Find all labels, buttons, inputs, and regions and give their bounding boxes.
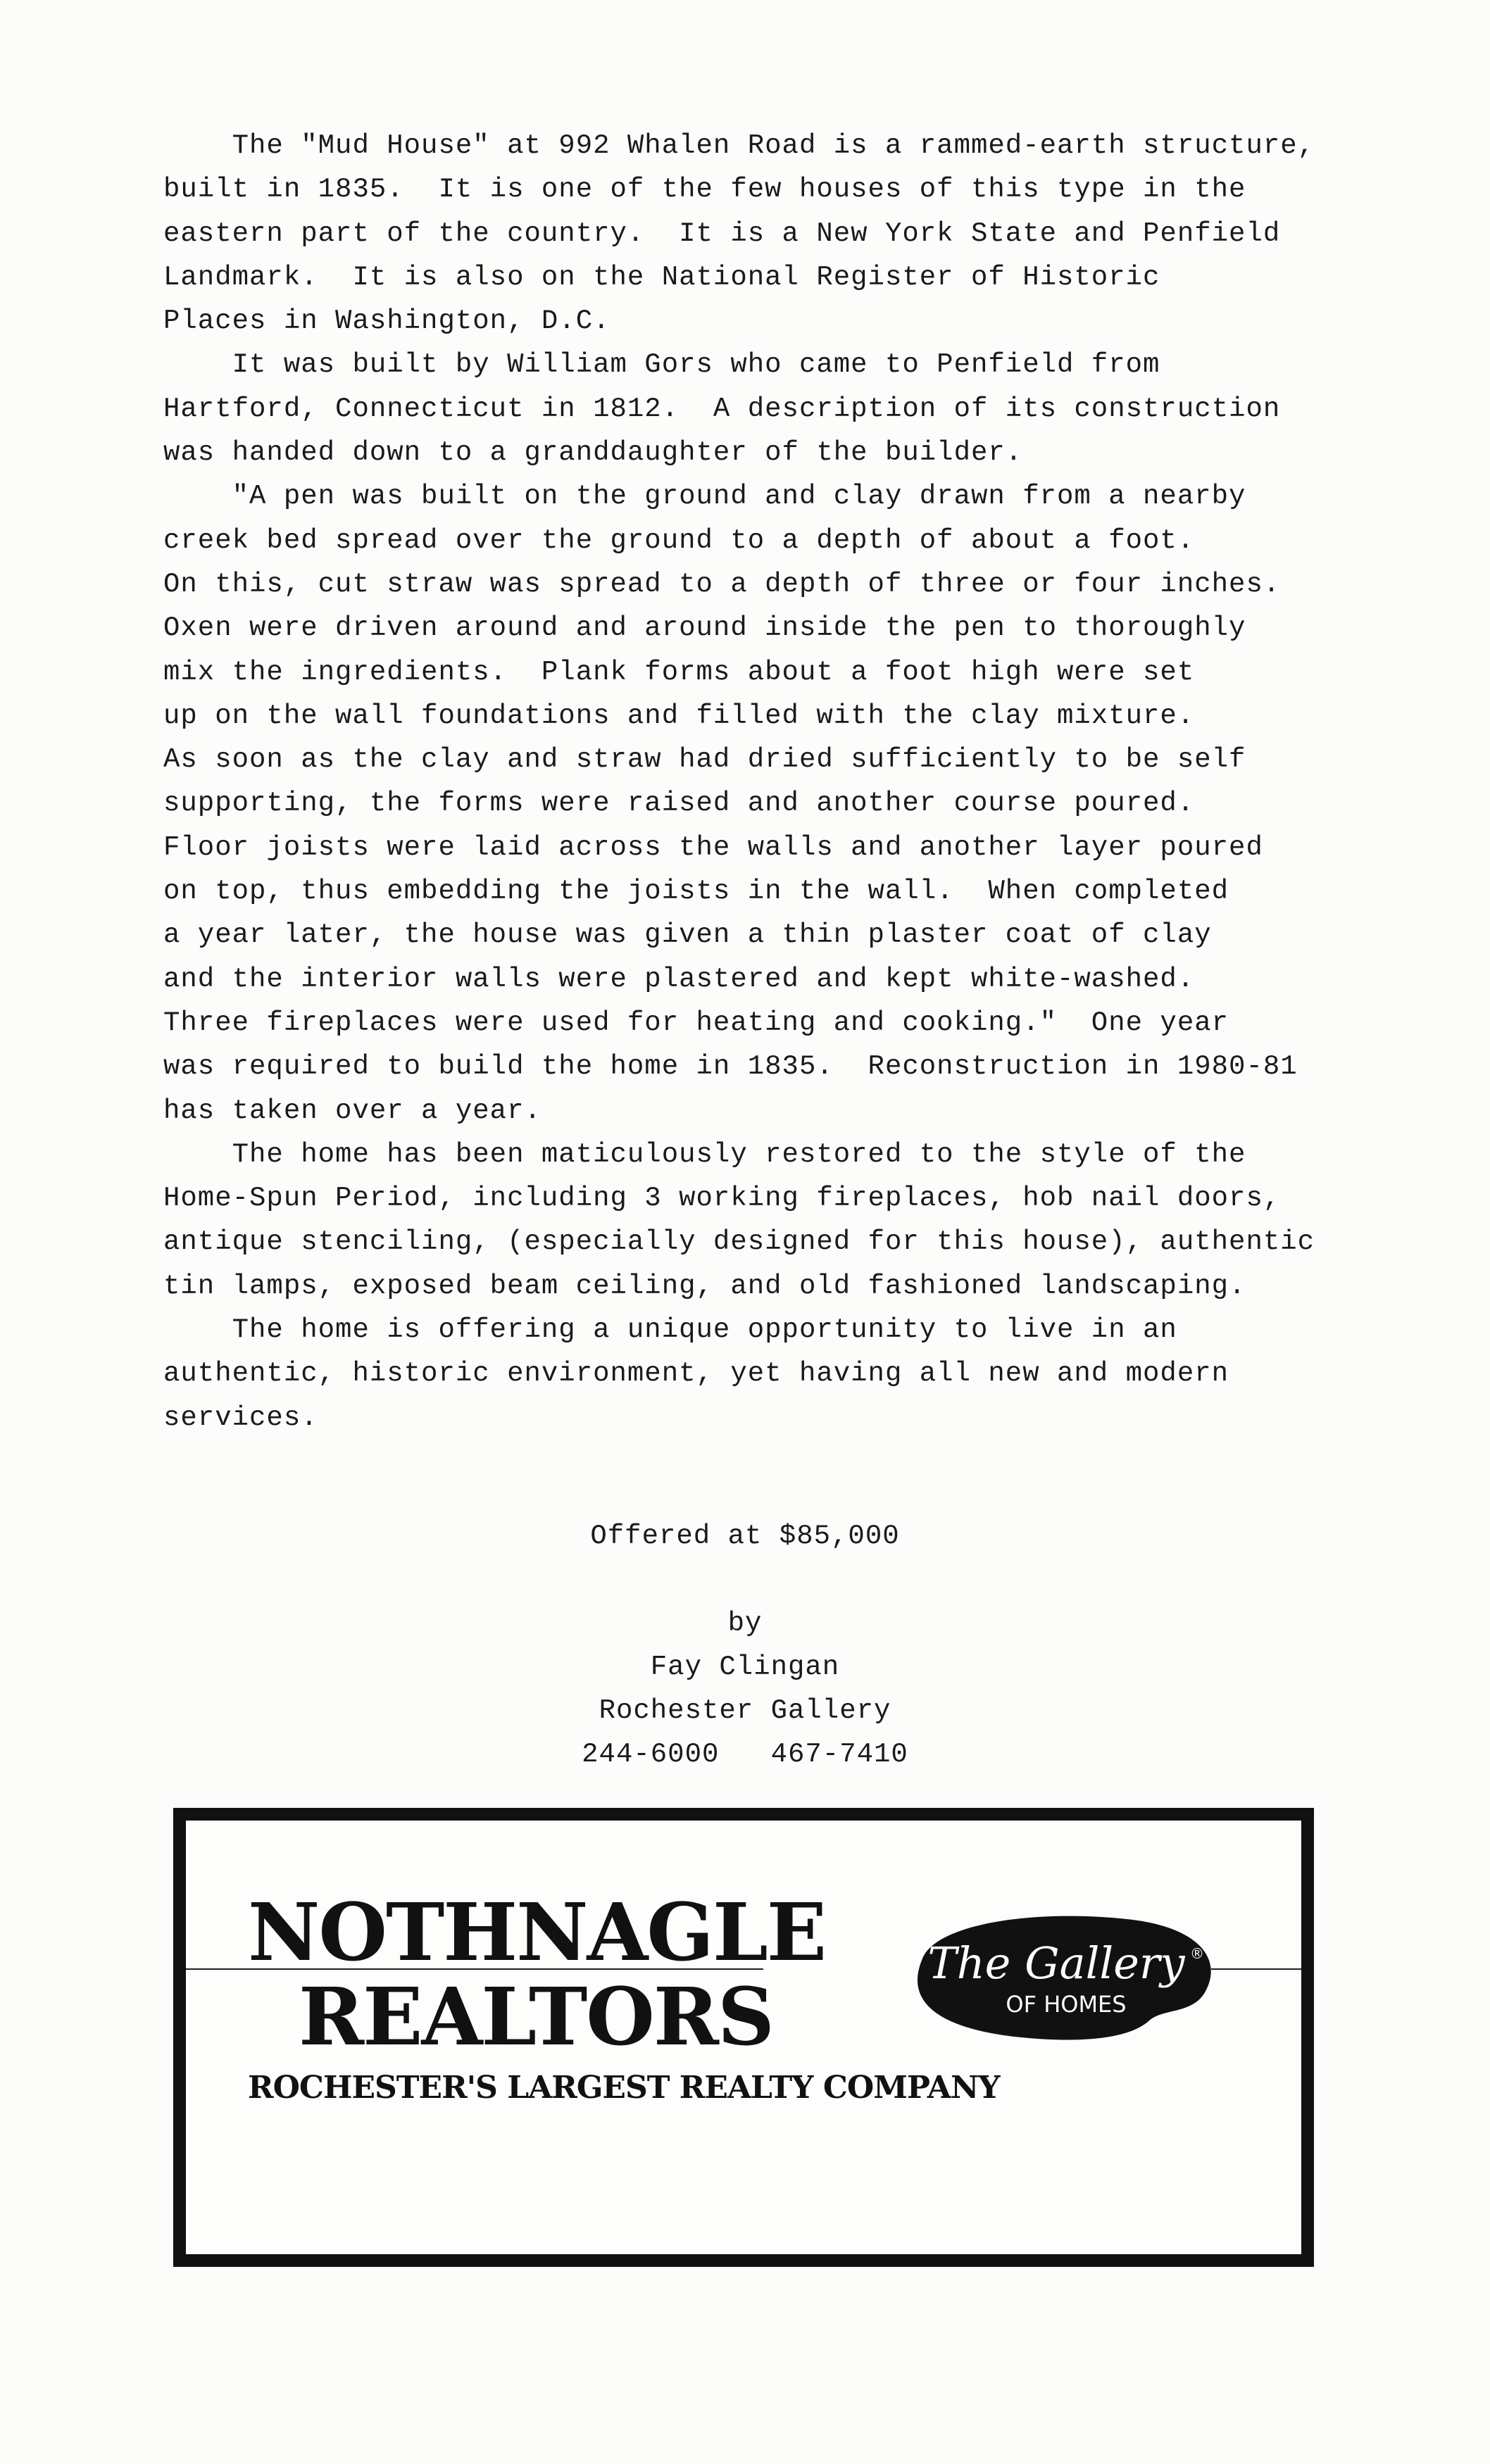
- body-line: has taken over a year.: [163, 1095, 541, 1126]
- body-line: services.: [163, 1402, 318, 1433]
- body-line: As soon as the clay and straw had dried sufficiently to be self: [163, 744, 1246, 776]
- by-label: by: [727, 1608, 763, 1639]
- body-line: tin lamps, exposed beam ceiling, and old fashioned landscaping.: [163, 1270, 1246, 1302]
- body-line: up on the wall foundations and filled with the clay mixture.: [163, 700, 1195, 731]
- offer-price: Offered at $85,000: [590, 1521, 900, 1552]
- brand-name-line2: REALTORS: [299, 1971, 773, 2063]
- body-line: Floor joists were laid across the walls and another layer poured: [163, 831, 1263, 863]
- body-text: [163, 124, 1315, 1440]
- gallery-of-homes-logo: [894, 1909, 1218, 2043]
- registered-mark: ®: [1190, 1945, 1204, 1962]
- body-line: Landmark. It is also on the National Register of Historic: [163, 261, 1160, 293]
- brand-tagline: ROCHESTER'S LARGEST REALTY COMPANY: [248, 2070, 1000, 2106]
- body-line: antique stenciling, (especially designed for this house), authentic: [163, 1226, 1315, 1258]
- body-line: was required to build the home in 1835. Reconstruction in 1980-81: [163, 1051, 1298, 1083]
- body-line: Places in Washington, D.C.: [163, 306, 611, 337]
- body-line: The home has been maticulously restored to the style of the: [163, 1138, 1246, 1170]
- body-line: The home is offering a unique opportunity to live in an: [163, 1314, 1177, 1346]
- ad-rule-right: [1211, 1968, 1301, 1970]
- body-line: mix the ingredients. Plank forms about a foot high were set: [163, 656, 1195, 688]
- body-line: a year later, the house was given a thin plaster coat of clay: [163, 919, 1212, 951]
- body-line: and the interior walls were plastered and kept white-washed.: [163, 963, 1195, 995]
- agent-name: Fay Clingan: [650, 1652, 840, 1683]
- logo-script-text: The Gallery: [927, 1937, 1185, 1989]
- body-line: authentic, historic environment, yet having all new and modern: [163, 1358, 1229, 1390]
- agency-name: Rochester Gallery: [599, 1695, 891, 1726]
- body-line: supporting, the forms were raised and another course poured.: [163, 788, 1195, 819]
- body-line: Oxen were driven around and around inside the pen to thoroughly: [163, 612, 1246, 644]
- body-line: on top, thus embedding the joists in the wall. When completed: [163, 876, 1229, 907]
- body-line: Three fireplaces were used for heating and cooking." One year: [163, 1007, 1229, 1038]
- body-line: was handed down to a granddaughter of the builder.: [163, 437, 1023, 469]
- logo-subtext: OF HOMES: [1006, 1991, 1127, 2018]
- body-line: The "Mud House" at 992 Whalen Road is a rammed-earth structure,: [163, 130, 1315, 161]
- phone-numbers: 244-6000 467-7410: [582, 1739, 908, 1770]
- brand-name-line1: NOTHNAGLE: [248, 1887, 826, 1979]
- body-line: built in 1835. It is one of the few houses of this type in the: [163, 174, 1246, 206]
- body-line: Home-Spun Period, including 3 working fireplaces, hob nail doors,: [163, 1183, 1281, 1214]
- body-line: On this, cut straw was spread to a depth of three or four inches.: [163, 568, 1281, 600]
- body-line: It was built by William Gors who came to Penfield from: [163, 349, 1160, 381]
- body-line: Hartford, Connecticut in 1812. A description of its construction: [163, 393, 1281, 425]
- body-line: "A pen was built on the ground and clay drawn from a nearby: [163, 481, 1246, 513]
- body-line: eastern part of the country. It is a New York State and Penfield: [163, 218, 1281, 249]
- body-line: creek bed spread over the ground to a depth of about a foot.: [163, 524, 1195, 556]
